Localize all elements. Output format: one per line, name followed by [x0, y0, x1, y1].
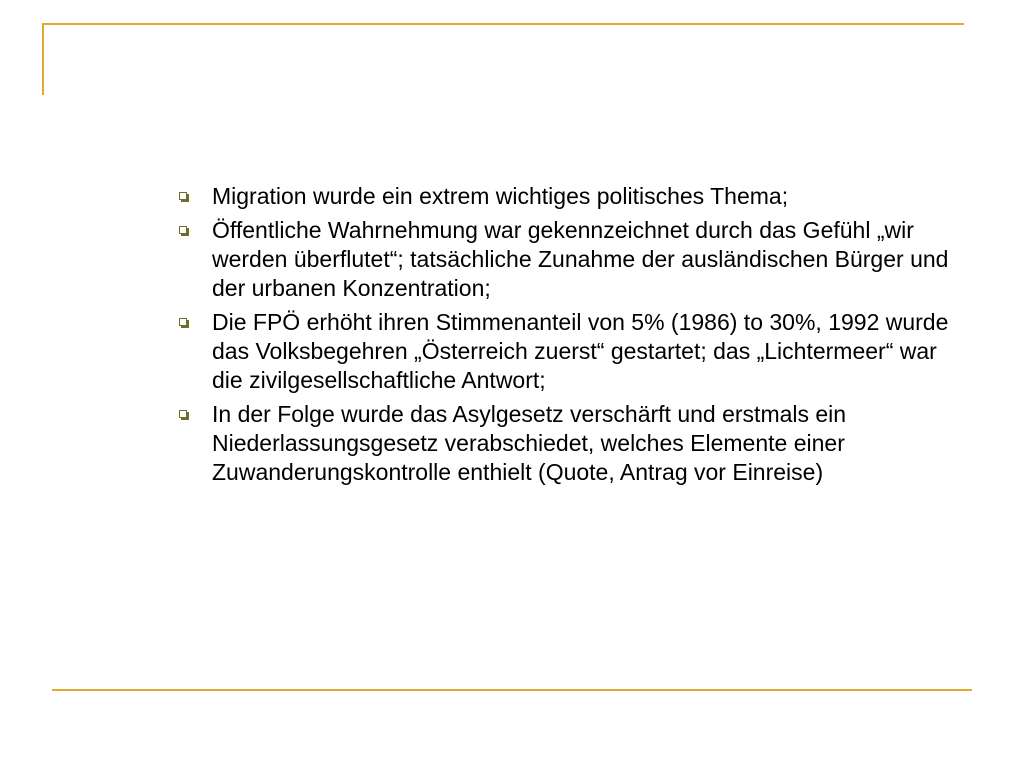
- list-item: [178, 400, 968, 487]
- bullet-text: Öffentliche Wahrnehmung war gekennzeichnet durch das Gefühl „wir werden überflutet“; tatsächliche Zunahme der ausländischen Bürger und der urbanen Konzentration;: [212, 217, 949, 301]
- square-bullet-icon: [179, 192, 187, 200]
- bullet-text: In der Folge wurde das Asylgesetz verschärft und erstmals ein Niederlassungsgesetz verabschiedet, welches Elemente einer Zuwanderungskontrolle enthielt (Quote, Antrag vor Einreise): [212, 401, 847, 485]
- bullet-list: [178, 182, 968, 492]
- bullet-text: Migration wurde ein extrem wichtiges politisches Thema;: [212, 183, 789, 209]
- bullet-text: Die FPÖ erhöht ihren Stimmenanteil von 5% (1986) to 30%, 1992 wurde das Volksbegehren „Österreich zuerst“ gestartet; das „Lichtermeer“ war die zivilgesellschaftliche Antwort;: [212, 309, 949, 393]
- top-accent-rule: [42, 23, 964, 25]
- left-accent-rule: [42, 23, 44, 95]
- square-bullet-icon: [179, 410, 187, 418]
- list-item: [178, 308, 968, 395]
- square-bullet-icon: [179, 226, 187, 234]
- bottom-accent-rule: [52, 689, 972, 691]
- list-item: [178, 216, 968, 303]
- square-bullet-icon: [179, 318, 187, 326]
- list-item: [178, 182, 968, 211]
